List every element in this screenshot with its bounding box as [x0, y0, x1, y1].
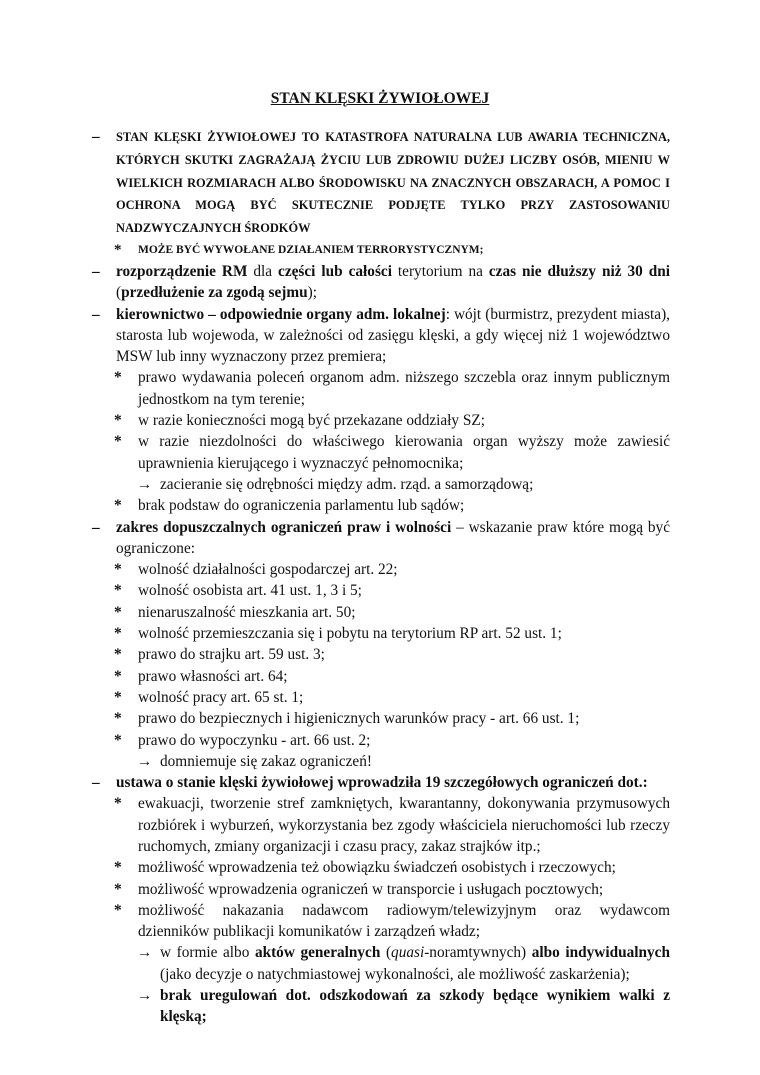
list-item-level-2 — [114, 644, 670, 665]
text: wolność działalności gospodarczej art. 22; — [138, 561, 398, 579]
list-item-level-2 — [114, 495, 670, 516]
bold-text: rozporządzenie RM — [116, 262, 248, 280]
text: prawo własności art. 64; — [138, 667, 288, 685]
list-item-level-1 — [92, 772, 670, 793]
text: (jako decyzje o natychmiastowej wykonalności, ale możliwość zaskarżenia); — [160, 965, 630, 983]
list-item-level-3 — [137, 474, 670, 495]
text: w formie albo — [160, 944, 255, 962]
bullet-star-icon: * — [114, 582, 122, 600]
text: ); — [307, 284, 317, 302]
text: ( — [116, 284, 122, 302]
bullet-star-icon: * — [114, 901, 122, 919]
dash-bullet-icon: – — [92, 262, 100, 280]
list-item-level-2 — [114, 410, 670, 431]
list-item-level-2 — [114, 367, 670, 410]
list-item-level-1 — [92, 517, 670, 560]
bullet-star-icon: * — [114, 859, 122, 877]
text: w razie konieczności mogą być przekazane oddziały SZ; — [138, 412, 486, 430]
text: -noramtywnych) — [424, 944, 532, 962]
list-item-level-3 — [137, 985, 670, 1028]
list-item-level-2 — [114, 623, 670, 644]
bullet-star-icon: * — [114, 688, 122, 706]
text: możliwość wprowadzenia też obowiązku świadczeń osobistych i rzeczowych; — [138, 859, 616, 877]
text: możliwość nakazania nadawcom radiowym/telewizyjnym oraz wydawcom dzienników publikacji komunikatów i zarządzeń władz; — [138, 901, 670, 941]
dash-bullet-icon: – — [92, 305, 100, 323]
list-item-level-2 — [114, 431, 670, 474]
arrow-right-icon: → — [137, 987, 153, 1005]
text: zacieranie się odrębności między adm. rząd. a samorządową; — [160, 475, 534, 493]
text: wolność przemieszczania się i pobytu na terytorium RP art. 52 ust. 1; — [138, 625, 562, 643]
bold-text: czas nie dłuższy niż 30 dni — [488, 262, 670, 280]
bold-text: przedłużenie za zgodą sejmu — [121, 284, 308, 302]
bullet-star-icon: * — [114, 795, 122, 813]
text: terytorium na — [391, 262, 489, 280]
bold-text: albo indywidualnych — [531, 944, 670, 962]
bullet-star-icon: * — [114, 667, 122, 685]
bullet-star-icon: * — [114, 412, 122, 430]
list-item-level-2 — [114, 687, 670, 708]
document-body — [0, 126, 760, 1028]
text: brak podstaw do ograniczenia parlamentu lub sądów; — [138, 497, 465, 515]
bold-text: aktów generalnych — [254, 944, 381, 962]
list-item-level-2 — [114, 900, 670, 943]
list-item-level-2 — [114, 559, 670, 580]
text: możliwość wprowadzenia ograniczeń w transporcie i usługach pocztowych; — [138, 880, 604, 898]
text: ewakuacji, tworzenie stref zamkniętych, kwarantanny, dokonywania przymusowych rozbiórek i wyburzeń, wykorzystania bez zgody właściciela nieruchomości lub rzeczy ruchomych, zmiany organizacji i czasu pracy, zakaz strajków itp.; — [138, 795, 670, 855]
bullet-star-icon: * — [114, 603, 122, 621]
text: prawo wydawania poleceń organom adm. niższego szczebla oraz innym publicznym jednostkom na tym terenie; — [138, 369, 670, 408]
dash-bullet-icon: – — [92, 774, 100, 792]
text: ( — [380, 944, 392, 962]
list-item-level-1 — [92, 126, 670, 240]
text: wolność pracy art. 65 st. 1; — [138, 688, 304, 706]
dash-bullet-icon: – — [92, 128, 100, 145]
italic-text: quasi — [391, 944, 425, 962]
bullet-star-icon: * — [114, 561, 122, 579]
list-item-level-2 — [114, 580, 670, 601]
bullet-star-icon: * — [114, 731, 122, 749]
list-item-level-2 — [114, 708, 670, 729]
arrow-right-icon: → — [137, 475, 153, 493]
text: w razie niezdolności do właściwego kierowania organ wyższy może zawiesić uprawnienia kierującego i wyznaczyć pełnomocnika; — [138, 433, 670, 472]
bullet-star-icon: * — [114, 369, 122, 387]
list-item-level-1 — [92, 261, 670, 304]
text: prawo do wypoczynku - art. 66 ust. 2; — [138, 731, 371, 749]
text: prawo do bezpiecznych i higienicznych warunków pracy - art. 66 ust. 1; — [138, 710, 580, 728]
text: prawo do strajku art. 59 ust. 3; — [138, 646, 325, 664]
text: MOŻE BYĆ WYWOŁANE DZIAŁANIEM TERRORYSTYCZNYM; — [138, 243, 484, 256]
bullet-star-icon: * — [114, 880, 122, 898]
bullet-star-icon: * — [114, 625, 122, 643]
text: dla — [247, 262, 279, 280]
bullet-star-icon: * — [114, 710, 122, 728]
dash-bullet-icon: – — [92, 518, 100, 536]
text: nienaruszalność mieszkania art. 50; — [138, 603, 356, 621]
text: wolność osobista art. 41 ust. 1, 3 i 5; — [138, 582, 362, 600]
list-item-level-1 — [92, 304, 670, 368]
arrow-right-icon: → — [137, 752, 153, 770]
text: domniemuje się zakaz ograniczeń! — [160, 752, 372, 770]
list-item-level-2 — [114, 879, 670, 900]
text: – wskazanie praw które mogą być ograniczone: — [116, 518, 670, 557]
text: : wójt (burmistrz, prezydent miasta), starosta lub wojewoda, w zależności od zasięgu klęski, a gdy więcej niż 1 województwo MSW lub inny wyznaczony przez premiera; — [116, 305, 670, 366]
bold-text: ustawa o stanie klęski żywiołowej wprowadziła 19 szczegółowych ograniczeń dot.: — [116, 774, 648, 792]
arrow-right-icon: → — [137, 944, 153, 962]
bold-text: brak uregulowań dot. odszkodowań za szkody będące wynikiem walki z klęską; — [160, 987, 670, 1026]
bullet-star-icon: * — [114, 646, 122, 664]
bullet-star-icon: * — [114, 433, 122, 451]
list-item-level-2 — [114, 666, 670, 687]
bold-text: części lub całości — [278, 262, 392, 280]
list-item-level-2 — [114, 240, 670, 261]
text: STAN KLĘSKI ŻYWIOŁOWEJ TO KATASTROFA NATURALNA LUB AWARIA TECHNICZNA, KTÓRYCH SKUTKI ZAGRAŻAJĄ ŻYCIU LUB ZDROWIU DUŻEJ LICZBY OSÓB, MIENIU W WIELKICH ROZMIARACH ALBO ŚRODOWISKU NA ZNACZNYCH OBSZARACH, A POMOC I OCHRONA MOGĄ BYĆ SKUTECZNIE PODJĘTE TYLKO PRZY ZASTOSOWANIU NADZWYCZAJNYCH ŚRODKÓW — [116, 130, 670, 236]
list-item-level-3 — [137, 751, 670, 772]
list-item-level-2 — [114, 602, 670, 623]
bullet-star-icon: * — [114, 497, 122, 515]
list-item-level-2 — [114, 730, 670, 751]
bold-text: zakres dopuszczalnych ograniczeń praw i wolności — [116, 518, 452, 536]
bullet-star-icon: * — [114, 241, 122, 258]
list-item-level-2 — [114, 793, 670, 857]
list-item-level-3 — [137, 942, 670, 985]
document-title: STAN KLĘSKI ŻYWIOŁOWEJ — [270, 90, 490, 107]
list-item-level-2 — [114, 857, 670, 878]
bold-text: kierownictwo – odpowiednie organy adm. lokalnej — [116, 305, 446, 323]
